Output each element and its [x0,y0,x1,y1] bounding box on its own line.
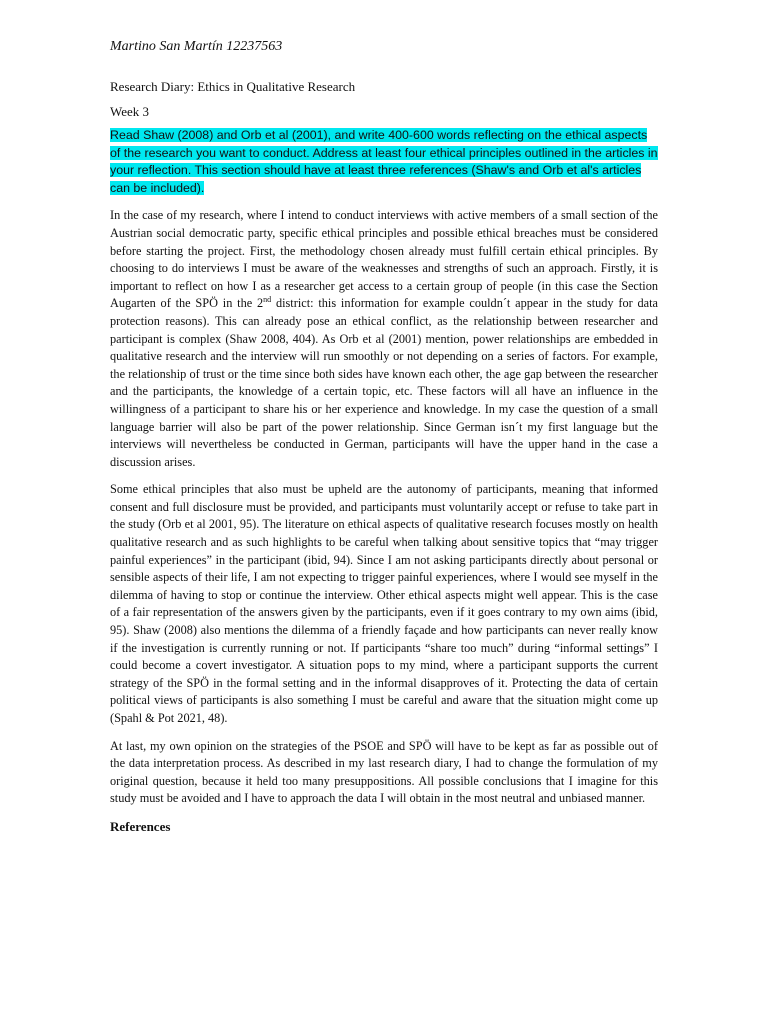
paragraph-1-text-b: district: this information for example couldn´t appear in the study for data protection reasons). This can already pose an ethical conflict, as the relationship between researcher and participant is complex (Shaw 2008, 404). As Orb et al (2001) mention, power relationships are embedded in qualitative research and the interview will run smoothly or not depending on a series of factors. For example, the relationship of trust or the time since both sides have known each other, the age gap between the researcher and the participants, the knowledge of a certain topic, etc. These factors will all have an influence in the willingness of a participant to share his or her experience and knowledge. In my case the question of a small language barrier will also be part of the power relationship. Since German isn´t my first language but the interviews will nevertheless be conducted in German, participants will have the upper hand in the case a discussion arises. [110,296,658,469]
document-page [110,38,658,835]
body-paragraph-1 [110,207,658,471]
document-title: Research Diary: Ethics in Qualitative Research [110,79,356,94]
week-label: Week 3 [110,104,150,119]
assignment-prompt [110,127,658,197]
ordinal-superscript: nd [263,295,272,305]
body-paragraph-2: Some ethical principles that also must be upheld are the autonomy of participants, meaning that informed consent and full disclosure must be provided, and participants must voluntarily accept or refuse to take part in the study (Orb et al 2001, 95). The literature on ethical aspects of qualitative research focuses mostly on health qualitative research and as such highlights to be careful when talking about sensitive topics that “may trigger painful experiences” in the participant (ibid, 94). Since I am not asking participants directly about personal or sensible aspects of their life, I am not expecting to trigger painful experiences, where I would see myself in the dilemma of having to stop or continue the interview. Other ethical aspects might well appear. This is the case of a fair representation of the answers given by the participants, even if it goes contrary to my own aims (ibid, 95). Shaw (2008) also mentions the dilemma of a friendly façade and how participants can never really know if the investigation is currently running or not. If participants “share too much” during “informal settings” I could become a covert investigator. A situation pops to my mind, where a participant supports the current strategy of the SPÖ in the formal setting and in the informal disapproves of it. Protecting the data of certain political views of participants is also something I must be careful and aware that the situation might come up (Spahl & Pot 2021, 48). [110,482,658,725]
references-heading: References [110,818,171,834]
highlighted-prompt-text: Read Shaw (2008) and Orb et al (2001), and write 400-600 words reflecting on the ethical aspects of the research you want to conduct. Address at least four ethical principles outlined in the articles in your reflection. This section should have at least three references (Shaw's and Orb et al's articles can be included). [110,128,658,195]
author-line: Martino San Martín 12237563 [110,39,283,54]
paragraph-1-text-a: In the case of my research, where I intend to conduct interviews with active members of a small section of the Austrian social democratic party, specific ethical principles and possible ethical breaches must be considered before starting the project. First, the methodology chosen already must fulfill certain ethical principles. By choosing to do interviews I must be aware of the weaknesses and strengths of such an approach. Firstly, it is important to reflect on how I as a researcher get access to a certain group of people (in this case the Section Augarten of the SPÖ in the 2 [110,208,658,311]
body-paragraph-3: At last, my own opinion on the strategies of the PSOE and SPÖ will have to be kept as far as possible out of the data interpretation process. As described in my last research diary, I had to change the formulation of my original question, because it held too many presuppositions. All possible conclusions that I imagine for this study must be avoided and I have to approach the data I will obtain in the most neutral and unbiased manner. [110,738,658,806]
